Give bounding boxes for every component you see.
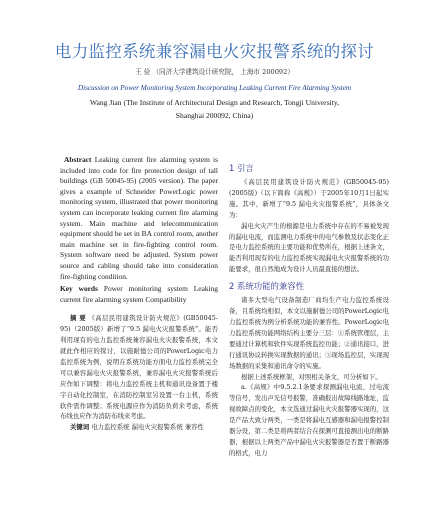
section-1-paragraph: 漏电火灾产生的根源是电力系统中存在的不易被发现的漏电电流，而监测电力系统中的电气参数及状态变化正是电力监控系统的主要功能和优势所在，根据上述条文，能否利用现有的电力监控系统实现漏电火灾报警系统的功能要求，很自然地成为设计人员最直接的想法。: [229, 221, 389, 274]
abstract-en: [60, 155, 218, 282]
author-affiliation-cn: 王 俭 （同济大学建筑设计研究院， 上海市 200092）: [135, 68, 294, 76]
keywords-cn: [60, 422, 218, 433]
keywords-cn-text: 电力监控系统 漏电火灾报警系统 兼容性: [91, 423, 204, 432]
section-2-paragraph: 诸多大型电气设备制造厂商均生产电力监控系统设备，且系统均相似，本文以施耐德公司的PowerLogic电力监控系统为例分析系统功能的兼容性。PowerLogic电力监控系统功能网络结构主要分三层：①系统管理层，主要通过计算机和软件实现系统监控功能；②通讯接口，进行通讯协议转换实现数据的通讯；③现场监控层，实现现场数据的采集和通讯命令的实施。: [229, 296, 389, 370]
keywords-en-text: Power monitoring system Leaking current fire alarming system Compatibility: [60, 284, 218, 304]
keywords-en-label: Key words: [60, 284, 98, 294]
abstract-en-text: Leaking current fire alarming system is included into code for fire protection design of tall buildings (GB 50045-95) (2005 version). The paper gives a example of Schneider PowerLogic power monitoring system, illustrated that power monitoring system can incorporate leaking current fire alarming system. Main machine and telecommunication equipment should be set in BA control room, another main machine set in fire-fighting control room. System software need be adjusted. System power source and cabling should take into consideration fire-fighting condition.: [60, 155, 218, 281]
paper-title-en: Discussion on Power Monitoring System Incorporating Leaking Current Fire Alarming System: [77, 84, 352, 92]
paper-title-cn: 电力监控系统兼容漏电火灾报警系统的探讨: [54, 42, 375, 61]
left-column: [60, 155, 218, 433]
keywords-en: [60, 284, 218, 305]
section-2-heading: 2 系统功能的兼容性: [229, 281, 304, 292]
abstract-cn-label: 摘 要: [70, 314, 87, 323]
author-en: Wang Jian (The Institute of Architectural Design and Research, Tongji University,: [89, 98, 340, 107]
section-1-heading: 1 引言: [229, 163, 254, 173]
right-column: [229, 161, 389, 459]
section-1-paragraph: 《高层民用建筑设计防火规范》(GB50045-95)(2005版)（以下简称《高规》）于2005年10月1日起实施。其中，新增了“9.5 漏电火灾报警系统”，具体条文为：: [229, 178, 389, 219]
abstract-cn-text: 《高层民用建筑设计防火规范》(GB50045-95)（2005版）新增了“9.5 漏电火灾报警系统”。能否利用现有的电力监控系统兼容漏电火灾报警系统，本文就此作相应的探讨，以施耐德公司的PowerLogic电力监控系统为例，说明在系统功能方面电力监控系统完全可以兼容漏电火灾报警系统，兼容漏电火灾报警系统后应作如下调整：将电力监控系统主机和通讯设备置于楼宇自动化控制室，在消防控制室另设置一台主机，系统软件需作调整；系统电源应作为消防负荷来考虑，系统布线也应作为消防布线来考虑。: [60, 314, 218, 421]
abstract-en-label: Abstract: [64, 155, 92, 164]
keywords-cn-label: 关键词: [70, 423, 90, 432]
abstract-cn: [60, 313, 218, 422]
section-2-paragraph: 根据上述系统框架，对照相关条文，可分析如下。: [241, 372, 382, 381]
affiliation-en: Shanghai 200092, China): [175, 111, 254, 120]
section-2-paragraph: a.《高规》中9.5.2.1条要求探测漏电电流、过电流等信号，发出声光信号报警，准确报出故障线路地址，监视故障点的变化，本文选通过漏电火灾报警器实现的，这是产品大致分两类，一类是将漏电互感器和漏电报警控制器分设，第二类是将两者结合在探测可直接测出电的断路器，根据以上两类产品中漏电火灾报警器是否置于断路器的格式，电力: [229, 383, 389, 457]
